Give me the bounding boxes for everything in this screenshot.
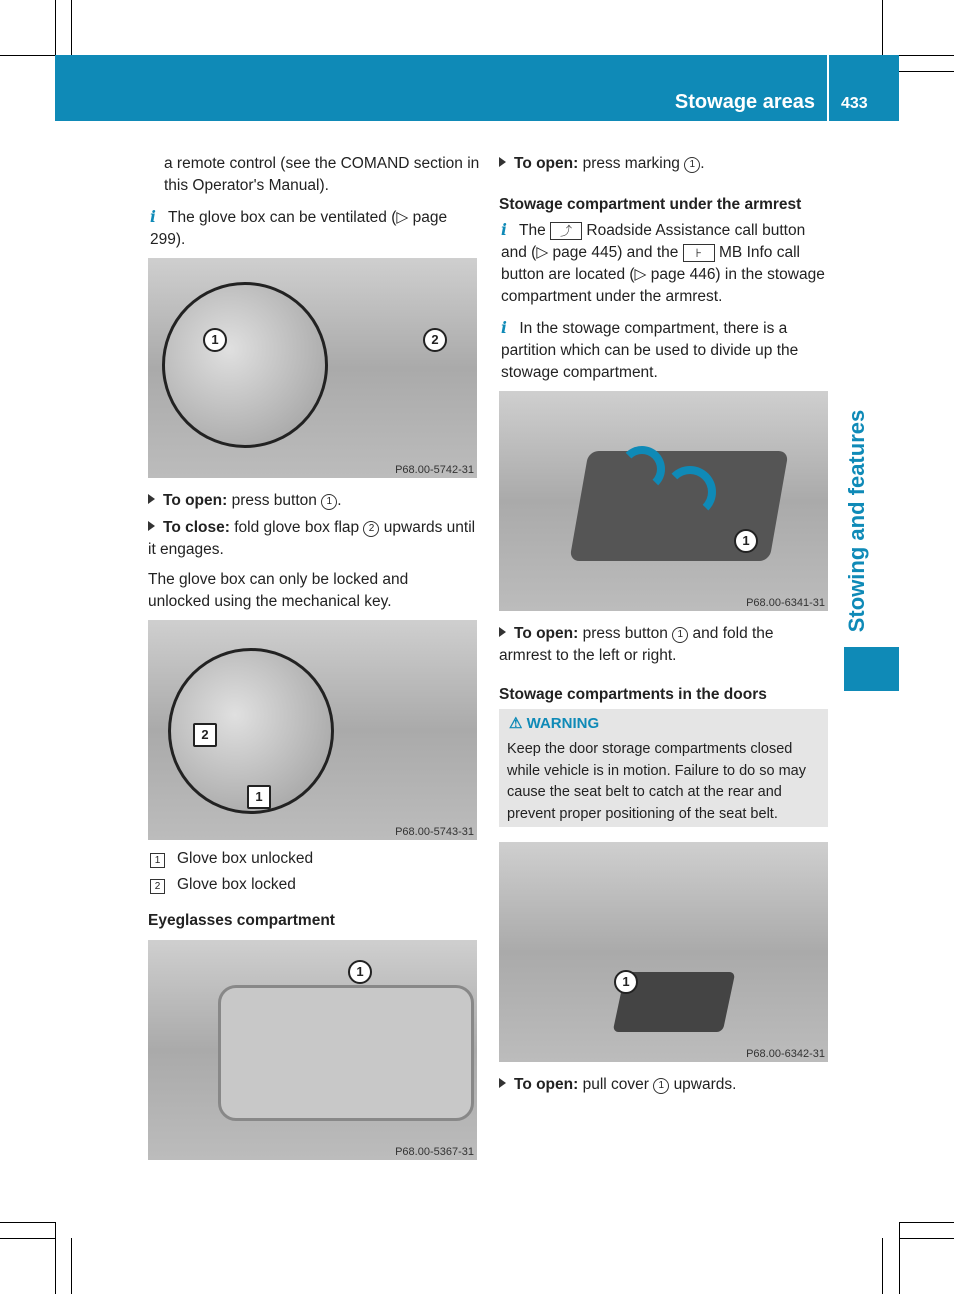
figure-caption: P68.00-5743-31 <box>395 826 474 838</box>
figure-armrest <box>499 391 828 611</box>
rotate-arrow-icon <box>619 446 665 492</box>
callout-1: 1 <box>734 529 758 553</box>
figure-caption: P68.00-5742-31 <box>395 464 474 476</box>
callout-2: 2 <box>423 328 447 352</box>
callout-1: 1 <box>247 785 271 809</box>
step-open-marking: To open: press marking 1 . <box>499 153 829 175</box>
figure-caption: P68.00-6342-31 <box>746 1048 825 1060</box>
section-title: Stowage areas <box>674 91 815 113</box>
figure-door-compartment <box>499 842 828 1062</box>
figure-caption: P68.00-6341-31 <box>746 597 825 609</box>
info-ventilation: i The glove box can be ventilated (▷ page 299). <box>150 207 448 248</box>
step-open-cover: To open: pull cover 1 upwards. <box>499 1074 819 1096</box>
side-tab-label: Stowing and features <box>844 409 869 633</box>
info-roadside: i The ⤴ Roadside Assistance call button and (▷ page 445) and the ⊦ MB Info call button are located (▷ page 446) in the stowage compartment under the armrest. <box>501 220 825 305</box>
callout-1: 1 <box>614 970 638 994</box>
doors-heading: Stowage compartments in the doors <box>499 686 767 703</box>
lock-note: The glove box can only be locked and unlocked using the mechanical key. <box>148 571 409 610</box>
overhead-panel <box>218 985 474 1121</box>
eyeglasses-heading: Eyeglasses compartment <box>148 912 335 929</box>
info-icon: i <box>501 220 507 239</box>
armrest-heading: Stowage compartment under the armrest <box>499 196 802 213</box>
figure-caption: P68.00-5367-31 <box>395 1146 474 1158</box>
callout-1: 1 <box>203 328 227 352</box>
callout-1: 1 <box>348 960 372 984</box>
warning-title: ⚠ WARNING <box>509 715 600 732</box>
callout-2: 2 <box>193 723 217 747</box>
warning-triangle-icon: ⚠ <box>509 715 523 732</box>
intro-text: a remote control (see the COMAND section in this Operator's Manual). <box>164 155 480 194</box>
figure-glove-box-lock <box>148 620 477 840</box>
info-partition: i In the stowage compartment, there is a partition which can be used to divide up the stowage compartment. <box>501 318 799 381</box>
wrench-icon: ⤴ <box>550 222 582 240</box>
rotate-arrow-icon <box>664 466 716 518</box>
step-open: To open: press button 1 . <box>148 490 478 512</box>
zoom-lens <box>162 282 328 448</box>
warning-text: Keep the door storage compartments closed while vehicle is in motion. Failure to do so may cause the seat belt to catch at the rear and prevent proper positioning of the seat belt. <box>507 741 806 822</box>
figure-eyeglasses <box>148 940 477 1160</box>
side-tab-marker <box>844 647 899 691</box>
warning-box <box>499 709 828 827</box>
legend-list <box>150 848 470 896</box>
legend-item: 2 Glove box locked <box>150 874 470 896</box>
page-header <box>55 55 899 121</box>
info-call-icon: ⊦ <box>683 244 715 262</box>
step-open-armrest: To open: press button 1 and fold the armrest to the left or right. <box>499 625 774 664</box>
info-icon: i <box>501 318 507 337</box>
legend-item: 1 Glove box unlocked <box>150 848 470 870</box>
side-tab <box>842 398 872 638</box>
step-close: To close: fold glove box flap 2 upwards until it engages. <box>148 519 476 558</box>
info-icon: i <box>150 207 156 226</box>
figure-glove-box-button <box>148 258 477 478</box>
page-number: 433 <box>841 95 868 112</box>
header-divider <box>827 55 829 121</box>
